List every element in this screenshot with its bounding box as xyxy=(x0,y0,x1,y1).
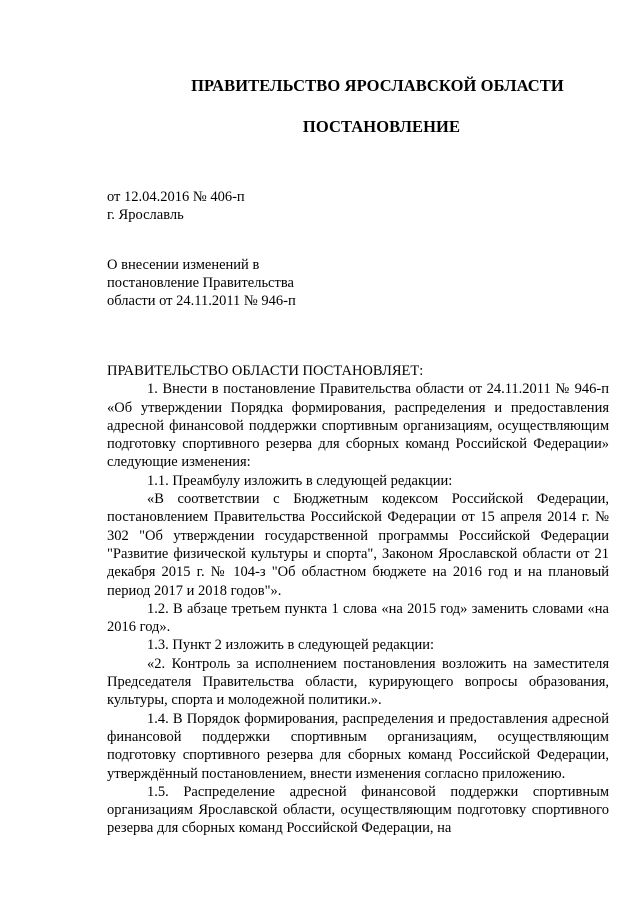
paragraph-1-1: 1.1. Преамбулу изложить в следующей редакции: xyxy=(147,472,453,489)
subject-line: области от 24.11.2011 № 946-п xyxy=(107,293,296,309)
decree-subject xyxy=(107,256,367,310)
paragraph-1: 1. Внести в постановление Правительства области от 24.11.2011 № 946-п «Об утверждении Порядка формирования, распределения и предоставления адресной финансовой поддержки спортивным организациям, осуществляющим подготовку спортивного резерва для сборных команд Российской Федерации» следующие изменения: xyxy=(107,381,609,471)
decree-date-number: от 12.04.2016 № 406-п xyxy=(107,189,245,205)
paragraph-1-3: 1.3. Пункт 2 изложить в следующей редакции: xyxy=(147,637,435,654)
resolves-heading: ПРАВИТЕЛЬСТВО ОБЛАСТИ ПОСТАНОВЛЯЕТ: xyxy=(107,363,424,379)
paragraph-1-5: 1.5. Распределение адресной финансовой поддержки спортивным организациям Ярославской области, осуществляющим подготовку спортивного резерва для сборных команд Российской Федерации, на xyxy=(107,783,609,837)
paragraph-1-4: 1.4. В Порядок формирования, распределения и предоставления адресной финансовой поддержки спортивным организациям, осуществляющим подготовку спортивного резерва для сборных команд Российской Федерации, утверждённый постановлением, внести изменения согласно приложению. xyxy=(107,710,609,782)
document-type-title: ПОСТАНОВЛЕНИЕ xyxy=(302,117,461,136)
paragraph-1-1-text: «В соответствии с Бюджетным кодексом Российской Федерации, постановлением Правительства Российской Федерации от 15 апреля 2014 г. № 302 "Об утверждении государственной программы Российской Федерации "Развитие физической культуры и спорта", Законом Ярославской области от 21 декабря 2015 г. № 104-з "Об областном бюджете на 2016 год и на плановый период 2017 и 2018 годов"». xyxy=(107,491,609,599)
paragraph-1-3-text: «2. Контроль за исполнением постановления возложить на заместителя Председателя Правительства области, курирующего вопросы образования, культуры, спорта и молодежной политики.». xyxy=(107,655,609,709)
subject-line: О внесении изменений в xyxy=(107,257,260,273)
decree-body xyxy=(107,362,609,838)
decree-city: г. Ярославль xyxy=(107,207,184,223)
paragraph-1-2: 1.2. В абзаце третьем пункта 1 слова «на 2015 год» заменить словами «на 2016 год». xyxy=(107,600,609,636)
subject-line: постановление Правительства xyxy=(107,275,294,291)
government-title: ПРАВИТЕЛЬСТВО ЯРОСЛАВСКОЙ ОБЛАСТИ xyxy=(191,76,564,95)
